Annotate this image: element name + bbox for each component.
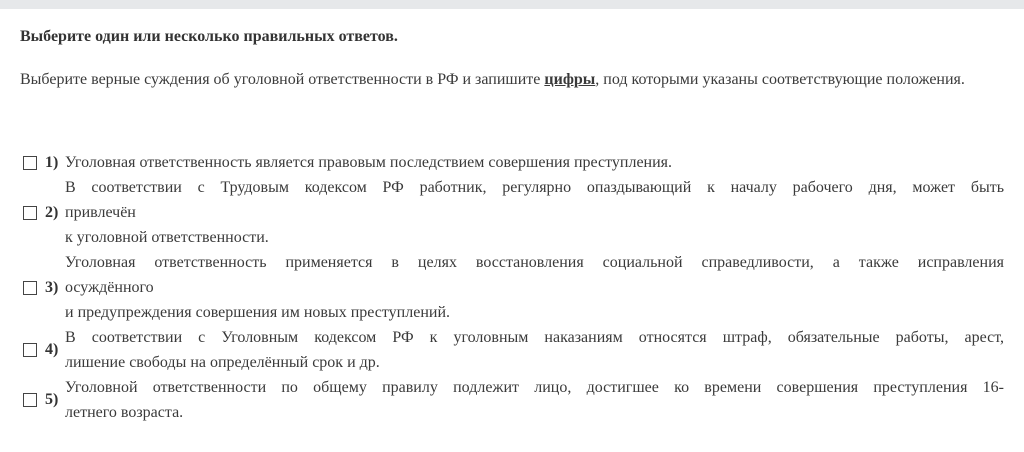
answer-option-1[interactable] <box>20 150 1004 175</box>
option-3-number: 3) <box>45 278 59 296</box>
option-2-checkbox[interactable] <box>23 206 37 220</box>
option-1-checkbox[interactable] <box>23 156 37 170</box>
question-keyword: цифры <box>544 71 596 88</box>
option-3-text <box>65 250 1004 325</box>
option-5-line-1: Уголовной ответственности по общему правилу подлежит лицо, достигшее ко времени совершения преступления 16- <box>65 379 1004 396</box>
answer-option-2[interactable] <box>20 175 1004 250</box>
option-5-checkbox[interactable] <box>23 393 37 407</box>
answer-option-5[interactable] <box>20 375 1004 425</box>
question-text-before: Выберите верные суждения об уголовной ответственности в РФ и запишите <box>20 71 541 88</box>
option-2-line-3: к уголовной ответственности. <box>65 229 269 246</box>
instruction-heading: Выберите один или несколько правильных ответов. <box>20 28 398 45</box>
option-5-text <box>65 375 1004 425</box>
answer-option-4[interactable] <box>20 325 1004 375</box>
option-2-line-2: привлечён <box>65 204 136 221</box>
option-3-line-2: осуждённого <box>65 279 154 296</box>
answer-options <box>20 150 1004 425</box>
option-3-line-3: и предупреждения совершения им новых преступлений. <box>65 304 451 321</box>
option-2-text <box>65 175 1004 250</box>
option-4-line-1: В соответствии с Уголовным кодексом РФ к уголовным наказаниям относятся штраф, обязательные работы, арест, <box>65 329 1004 346</box>
option-4-checkbox[interactable] <box>23 343 37 357</box>
option-1-number: 1) <box>45 153 59 171</box>
option-2-line-1: В соответствии с Трудовым кодексом РФ работник, регулярно опаздывающий к началу рабочего дня, может быть <box>65 179 1004 196</box>
question-text <box>20 67 1004 92</box>
option-5-line-2: летнего возраста. <box>65 404 184 421</box>
option-3-checkbox[interactable] <box>23 281 37 295</box>
option-1-text <box>65 150 1004 175</box>
option-1-line-1: Уголовная ответственность является правовым последствием совершения преступления. <box>65 154 673 171</box>
option-4-number: 4) <box>45 341 59 358</box>
option-2-number: 2) <box>45 203 59 221</box>
option-4-text <box>65 325 1004 375</box>
option-5-number: 5) <box>45 391 59 408</box>
option-4-line-2: лишение свободы на определённый срок и др. <box>65 354 380 371</box>
option-3-line-1: Уголовная ответственность применяется в целях восстановления социальной справедливости, а также исправления <box>65 254 1004 271</box>
question-text-after: , под которыми указаны соответствующие положения. <box>595 71 965 88</box>
top-bar <box>0 0 1024 9</box>
answer-option-3[interactable] <box>20 250 1004 325</box>
